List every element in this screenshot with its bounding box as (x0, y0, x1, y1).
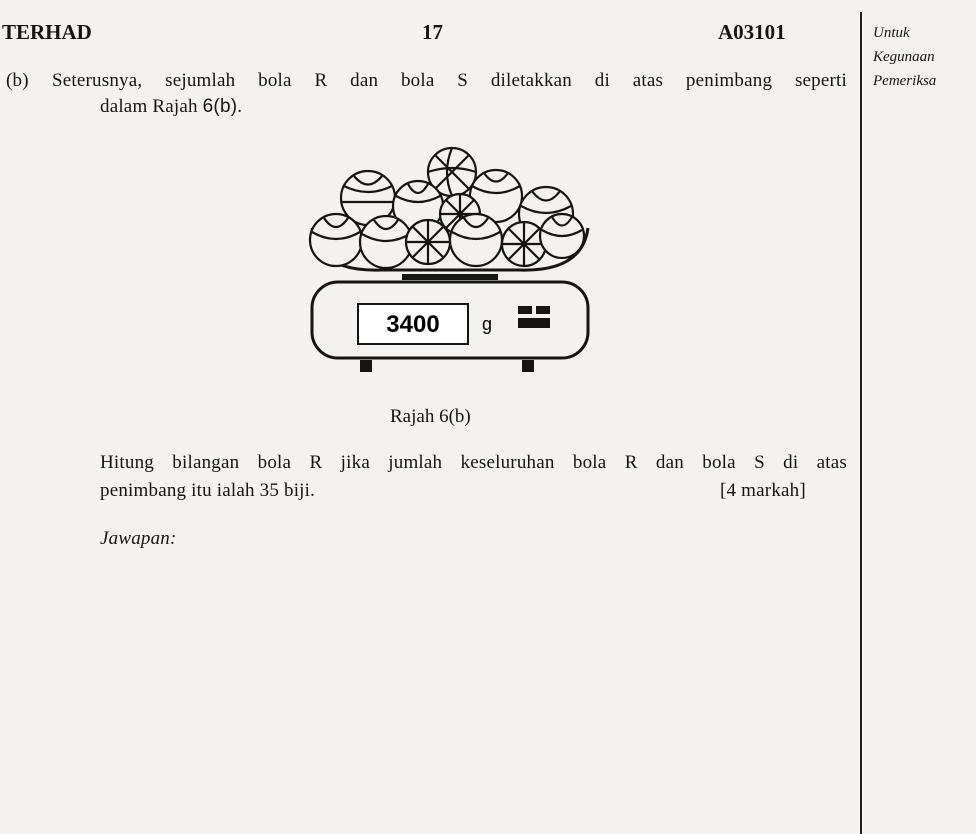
margin-note-line3: Pemeriksa (873, 73, 937, 89)
scale-button (518, 306, 532, 314)
scale-foot (360, 360, 372, 372)
ball-pile (310, 148, 584, 268)
question-intro-line2 (100, 96, 242, 118)
ball-r (540, 214, 584, 258)
scale-stem (402, 274, 498, 280)
ball-r (360, 216, 412, 268)
intro-line2-end: . (237, 96, 243, 117)
scale-button (536, 306, 550, 314)
scale-button (518, 318, 550, 328)
scale-unit: g (482, 314, 493, 334)
ball-s (406, 220, 450, 264)
classification-label: TERHAD (2, 20, 92, 44)
scale-reading: 3400 (386, 311, 440, 338)
answer-area[interactable] (100, 560, 840, 820)
figure-caption: Rajah 6(b) (390, 406, 471, 427)
paper-code: A03101 (718, 20, 786, 44)
answer-label: Jawapan: (100, 528, 177, 549)
question-intro-line1: Seterusnya, sejumlah bola R dan bola S diletakkan di atas penimbang seperti (52, 70, 847, 91)
question-label: (b) (6, 70, 29, 91)
intro-line2-text: dalam Rajah (100, 96, 203, 117)
figure-reference: 6(b) (202, 96, 238, 117)
ball-r (450, 214, 502, 266)
scale-foot (522, 360, 534, 372)
ball-s (502, 222, 546, 266)
scale-figure (300, 140, 600, 380)
ball-r (310, 214, 362, 266)
marks-label: [4 markah] (720, 480, 806, 501)
margin-note-line1: Untuk (873, 25, 910, 41)
examiner-margin-line (860, 12, 862, 834)
margin-note-line2: Kegunaan (873, 49, 935, 65)
task-line2: penimbang itu ialah 35 biji. (100, 480, 316, 501)
task-line1: Hitung bilangan bola R jika jumlah keseluruhan bola R dan bola S di atas (100, 452, 847, 473)
page-number: 17 (422, 20, 443, 44)
